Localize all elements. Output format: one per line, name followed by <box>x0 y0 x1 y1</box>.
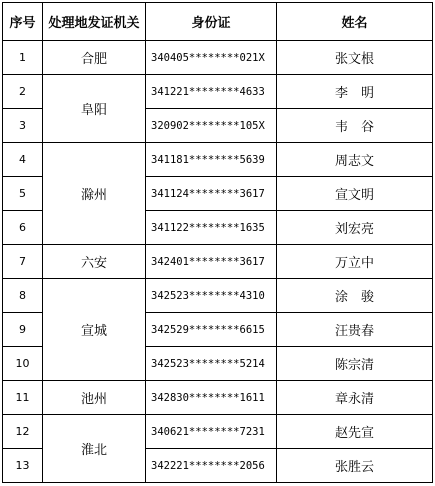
row-issuing-authority: 池州 <box>43 381 146 415</box>
row-serial-number: 6 <box>3 211 43 245</box>
row-person-name: 李 明 <box>277 75 433 109</box>
row-issuing-authority: 阜阳 <box>43 75 146 143</box>
row-issuing-authority: 宣城 <box>43 279 146 381</box>
row-person-name: 万立中 <box>277 245 433 279</box>
row-person-name: 张胜云 <box>277 449 433 483</box>
row-id-number: 342523********4310 <box>146 279 277 313</box>
row-serial-number: 7 <box>3 245 43 279</box>
header-row <box>3 3 433 41</box>
row-person-name: 张文根 <box>277 41 433 75</box>
row-person-name: 涂 骏 <box>277 279 433 313</box>
row-issuing-authority: 滁州 <box>43 143 146 245</box>
row-issuing-authority: 合肥 <box>43 41 146 75</box>
row-serial-number: 4 <box>3 143 43 177</box>
records-table <box>2 2 433 483</box>
row-id-number: 341221********4633 <box>146 75 277 109</box>
row-serial-number: 13 <box>3 449 43 483</box>
row-id-number: 342529********6615 <box>146 313 277 347</box>
row-serial-number: 10 <box>3 347 43 381</box>
table-row <box>3 415 433 449</box>
row-id-number: 342221********2056 <box>146 449 277 483</box>
row-id-number: 341124********3617 <box>146 177 277 211</box>
row-person-name: 宣文明 <box>277 177 433 211</box>
table-row <box>3 279 433 313</box>
row-serial-number: 8 <box>3 279 43 313</box>
row-serial-number: 5 <box>3 177 43 211</box>
row-serial-number: 9 <box>3 313 43 347</box>
row-id-number: 340621********7231 <box>146 415 277 449</box>
table-body <box>3 41 433 483</box>
row-serial-number: 11 <box>3 381 43 415</box>
row-person-name: 陈宗清 <box>277 347 433 381</box>
header-serial-number: 序号 <box>3 3 43 41</box>
table-row <box>3 41 433 75</box>
table-row <box>3 381 433 415</box>
row-issuing-authority: 淮北 <box>43 415 146 483</box>
row-serial-number: 1 <box>3 41 43 75</box>
row-person-name: 章永清 <box>277 381 433 415</box>
row-person-name: 周志文 <box>277 143 433 177</box>
row-id-number: 340405********021X <box>146 41 277 75</box>
row-id-number: 342401********3617 <box>146 245 277 279</box>
header-id-number: 身份证 <box>146 3 277 41</box>
row-id-number: 342523********5214 <box>146 347 277 381</box>
table-row <box>3 143 433 177</box>
header-issuing-authority: 处理地发证机关 <box>43 3 146 41</box>
row-id-number: 320902********105X <box>146 109 277 143</box>
row-person-name: 刘宏亮 <box>277 211 433 245</box>
row-id-number: 341122********1635 <box>146 211 277 245</box>
row-id-number: 341181********5639 <box>146 143 277 177</box>
table-row <box>3 75 433 109</box>
row-person-name: 韦 谷 <box>277 109 433 143</box>
table-row <box>3 245 433 279</box>
row-serial-number: 3 <box>3 109 43 143</box>
row-id-number: 342830********1611 <box>146 381 277 415</box>
row-serial-number: 12 <box>3 415 43 449</box>
row-person-name: 汪贵春 <box>277 313 433 347</box>
header-name: 姓名 <box>277 3 433 41</box>
row-person-name: 赵先宣 <box>277 415 433 449</box>
row-issuing-authority: 六安 <box>43 245 146 279</box>
row-serial-number: 2 <box>3 75 43 109</box>
